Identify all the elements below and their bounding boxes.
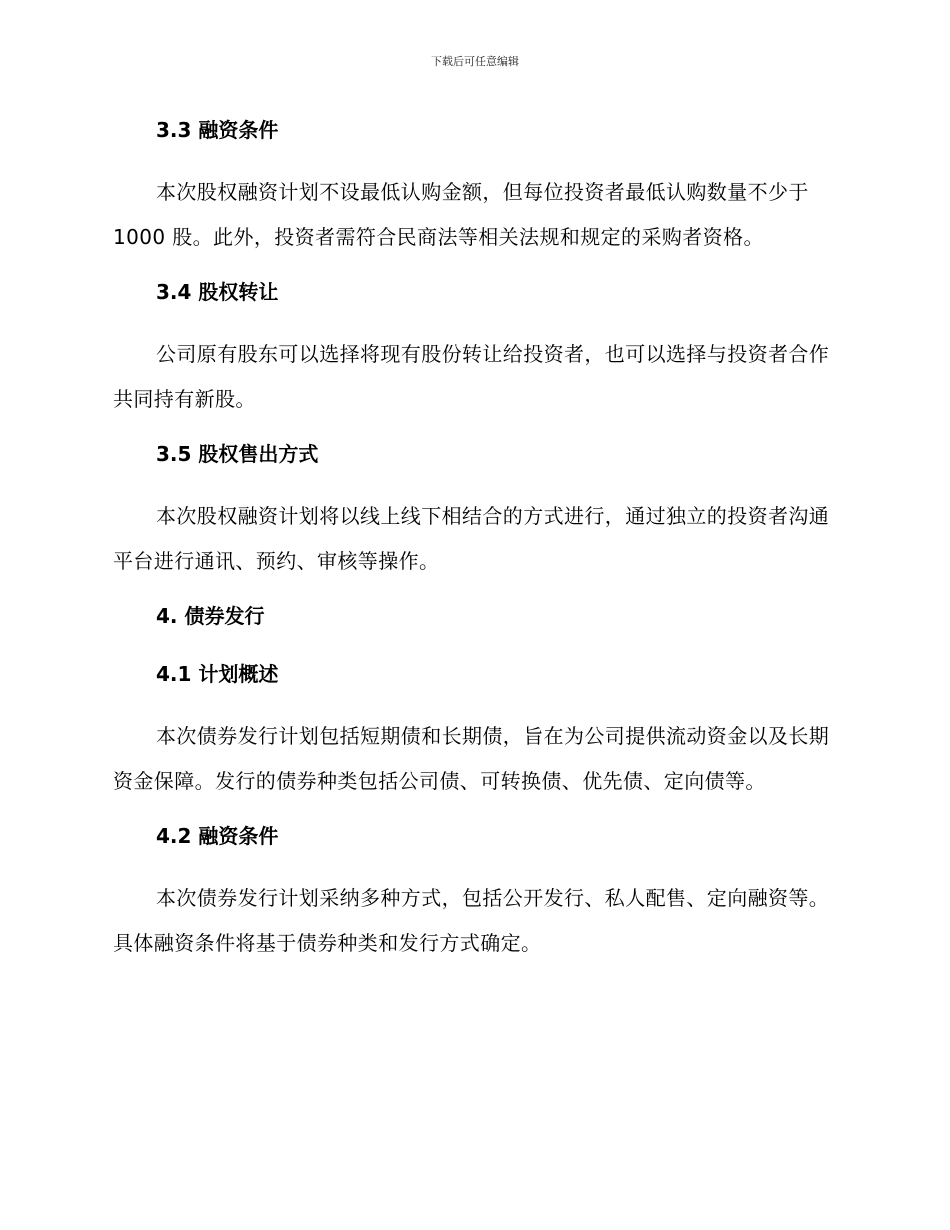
document-body: [113, 112, 835, 980]
section-paragraph-4-2: 本次债券发行计划采纳多种方式，包括公开发行、私人配售、定向融资等。具体融资条件将基于债券种类和发行方式确定。: [113, 886, 830, 955]
page-header: 下载后可任意编辑: [431, 55, 519, 68]
section-heading-4: 4. 债券发行: [156, 604, 265, 628]
section-heading-4-1: 4.1 计划概述: [156, 662, 279, 686]
section-paragraph-3-4: 公司原有股东可以选择将现有股份转让给投资者，也可以选择与投资者合作共同持有新股。: [113, 342, 830, 411]
section-paragraph-3-5: 本次股权融资计划将以线上线下相结合的方式进行，通过独立的投资者沟通平台进行通讯、预约、审核等操作。: [113, 504, 830, 573]
section-paragraph-3-3: 本次股权融资计划不设最低认购金额，但每位投资者最低认购数量不少于 1000 股。此外，投资者需符合民商法等相关法规和规定的采购者资格。: [113, 180, 809, 249]
section-heading-3-3: 3.3 融资条件: [156, 118, 279, 142]
section-paragraph-4-1: 本次债券发行计划包括短期债和长期债，旨在为公司提供流动资金以及长期资金保障。发行的债券种类包括公司债、可转换债、优先债、定向债等。: [113, 724, 830, 793]
section-heading-3-5: 3.5 股权售出方式: [156, 442, 319, 466]
section-heading-3-4: 3.4 股权转让: [156, 280, 279, 304]
section-heading-4-2: 4.2 融资条件: [156, 824, 279, 848]
